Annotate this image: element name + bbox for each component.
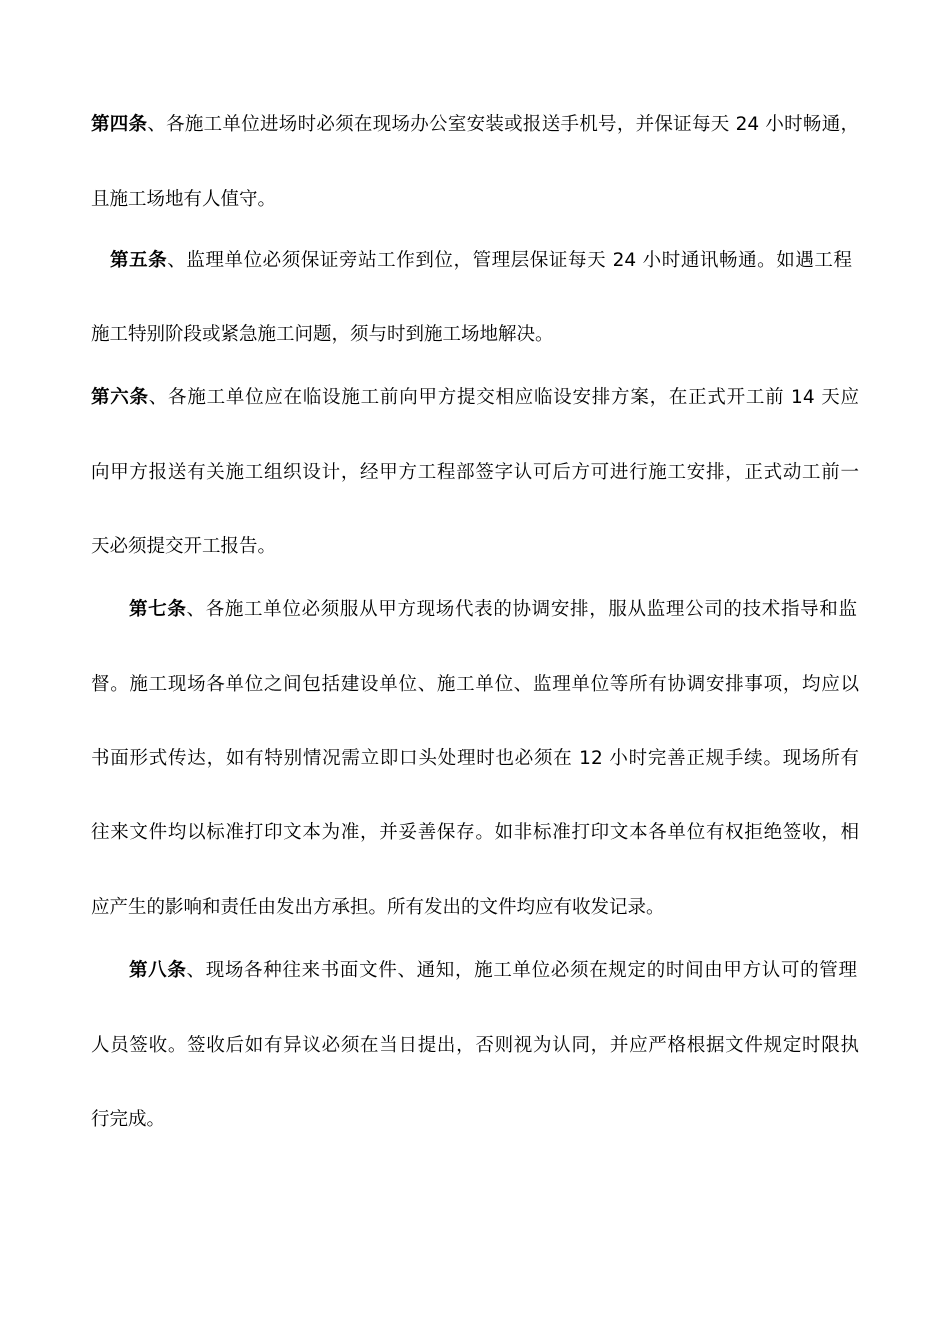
article-4-label: 第四条 [91, 114, 148, 135]
article-7-label: 第七条 [129, 599, 187, 620]
article-7-text-1: 、各施工单位必须服从甲方现场代表的协调安排，服从监理公司的技术指导和监 [186, 599, 857, 620]
article-5-line-2 [91, 320, 871, 350]
article-4-line-2 [91, 185, 871, 215]
article-7-text-5: 应产生的影响和责任由发出方承担。所有发出的文件均应有收发记录。 [91, 897, 665, 918]
article-5-line-1 [110, 246, 852, 276]
article-7-text-4: 往来文件均以标准打印文本为准，并妥善保存。如非标准打印文本各单位有权拒绝签收，相 [91, 822, 859, 843]
article-8-text-2: 人员签收。签收后如有异议必须在当日提出，否则视为认同，并应严格根据文件规定时限执 [91, 1035, 859, 1056]
article-6-line-2 [91, 458, 859, 488]
article-6-label: 第六条 [91, 387, 149, 408]
article-6-line-3 [91, 532, 871, 562]
article-5-label: 第五条 [110, 250, 168, 271]
article-5-text-2: 施工特别阶段或紧急施工问题，须与时到施工场地解决。 [91, 324, 554, 345]
article-7-text-3: 书面形式传达，如有特别情况需立即口头处理时也必须在 12 小时完善正规手续。现场所有 [91, 748, 859, 769]
article-7-text-2: 督。施工现场各单位之间包括建设单位、施工单位、监理单位等所有协调安排事项，均应以 [91, 674, 859, 695]
article-8-line-3 [91, 1105, 871, 1135]
article-6-text-2: 向甲方报送有关施工组织设计，经甲方工程部签字认可后方可进行施工安排，正式动工前一 [91, 462, 859, 483]
article-8-text-3: 行完成。 [91, 1109, 166, 1130]
article-7-line-2 [91, 670, 859, 700]
article-8-line-2 [91, 1031, 859, 1061]
article-8-text-1: 、现场各种往来书面文件、通知，施工单位必须在规定的时间由甲方认可的管理 [186, 960, 857, 981]
article-4-line-1 [91, 110, 859, 140]
article-6-text-1: 、各施工单位应在临设施工前向甲方提交相应临设安排方案，在正式开工前 14 天应 [148, 387, 859, 408]
article-6-text-3: 天必须提交开工报告。 [91, 536, 277, 557]
article-7-line-3 [91, 744, 859, 774]
article-7-line-5 [91, 893, 871, 923]
article-7-line-1 [129, 595, 857, 625]
article-4-text-2: 且施工场地有人值守。 [91, 189, 277, 210]
article-5-text-1: 、监理单位必须保证旁站工作到位，管理层保证每天 24 小时通讯畅通。如遇工程 [167, 250, 852, 271]
article-8-line-1 [129, 956, 857, 986]
article-8-label: 第八条 [129, 960, 187, 981]
article-4-text-1: 、各施工单位进场时必须在现场办公室安装或报送手机号，并保证每天 24 小时畅通， [147, 114, 859, 135]
article-6-line-1 [91, 383, 859, 413]
article-7-line-4 [91, 818, 859, 848]
